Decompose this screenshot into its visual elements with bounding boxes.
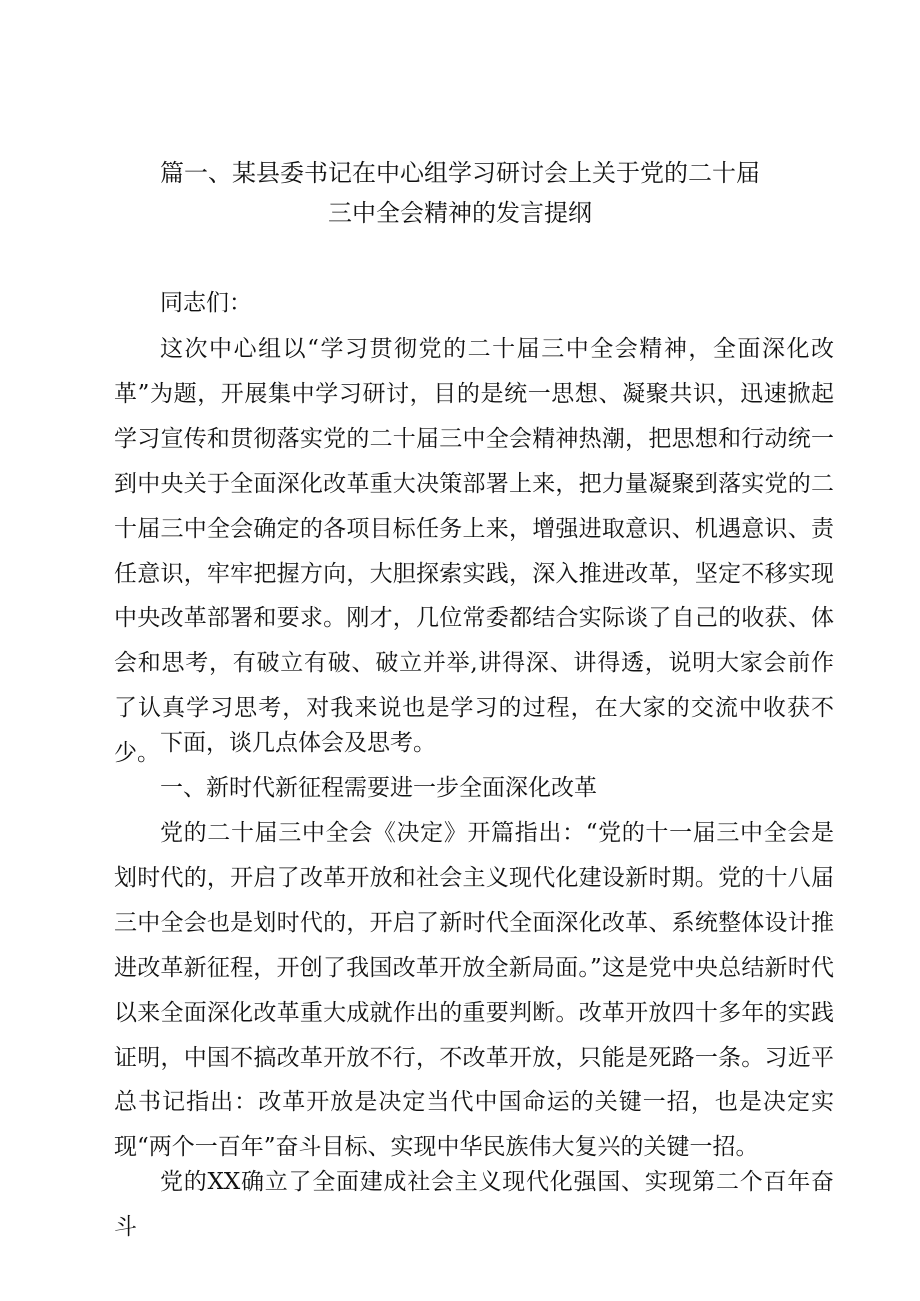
paragraph-transition: 下面，谈几点体会及思考。 (160, 730, 436, 756)
document-title-line-1: 篇一、某县委书记在中心组学习研讨会上关于党的二十届 (160, 159, 760, 187)
section-heading-1: 一、新时代新征程需要进一步全面深化改革 (160, 775, 597, 801)
paragraph-continued: 党的XX确立了全面建成社会主义现代化强国、实现第二个百年奋斗 (114, 1169, 834, 1240)
greeting: 同志们： (160, 290, 252, 316)
document-title-line-2: 三中全会精神的发言提纲 (328, 199, 592, 227)
paragraph-section-1: 党的二十届三中全会《决定》开篇指出：“党的十一届三中全会是划时代的，开启了改革开放和社会主义现代化建设新时期。党的十八届三中全会也是划时代的，开启了新时代全面深化改革、系统整体设计推进改革新征程，开创了我国改革开放全新局面。”这是党中央总结新时代以来全面深化改革重大成就作出的重要判断。改革开放四十多年的实践证明，中国不搞改革开放不行，不改革开放，只能是死路一条。习近平总书记指出：改革开放是决定当代中国命运的关键一招，也是决定实现“两个一百年”奋斗目标、实现中华民族伟大复兴的关键一招。 (114, 820, 834, 1161)
paragraph-intro: 这次中心组以“学习贯彻党的二十届三中全会精神，全面深化改革”为题，开展集中学习研讨，目的是统一思想、凝聚共识，迅速掀起学习宣传和贯彻落实党的二十届三中全会精神热潮，把思想和行动统一到中央关于全面深化改革重大决策部署上来，把力量凝聚到落实党的二十届三中全会确定的各项目标任务上来，增强进取意识、机遇意识、责任意识，牢牢把握方向，大胆探索实践，深入推进改革，坚定不移实现中央改革部署和要求。刚才，几位常委都结合实际谈了自己的收获、体会和思考，有破立有破、破立并举,讲得深、讲得透，说明大家会前作了认真学习思考，对我来说也是学习的过程，在大家的交流中收获不少。 (114, 336, 834, 767)
